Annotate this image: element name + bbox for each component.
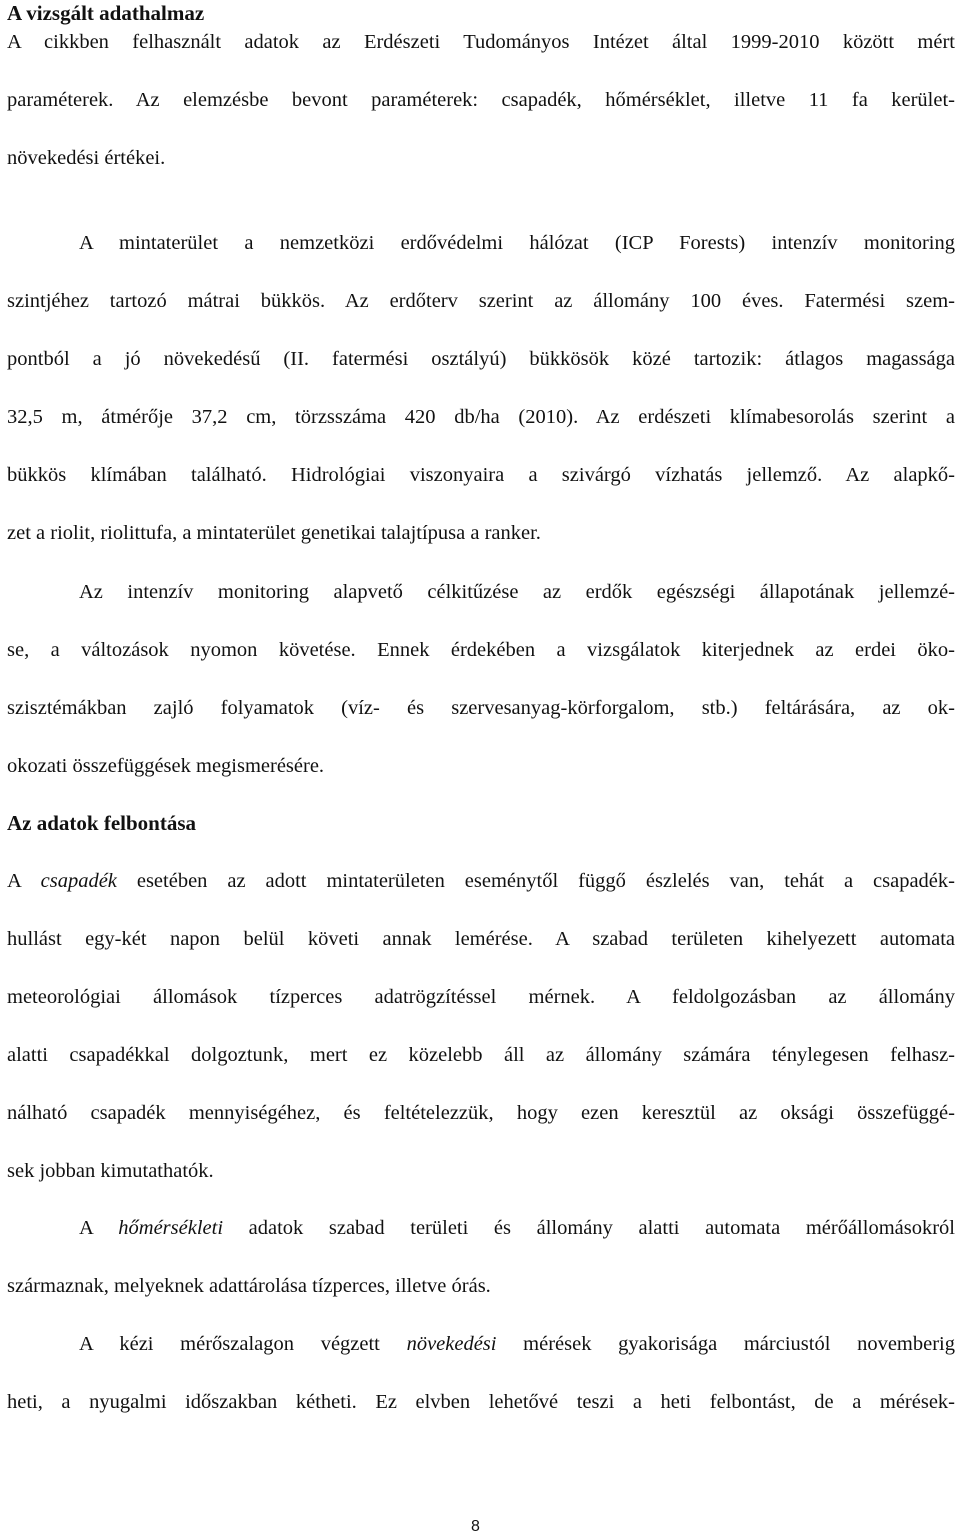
text-run: esetében az adott mintaterületen eseménytől függő észlelés van, tehát a csapadék-	[116, 870, 955, 892]
paragraph-1	[7, 13, 955, 187]
paragraph-line: 32,5 m, átmérője 37,2 cm, törzsszáma 420 db/ha (2010). Az erdészeti klímabesorolás szerint a	[7, 406, 955, 428]
paragraph-line: bükkös klímában található. Hidrológiai viszonyaira a szivárgó vízhatás jellemző. Az alapkő-	[7, 464, 955, 486]
paragraph-line: zet a riolit, riolittufa, a mintaterület genetikai talajtípusa a ranker.	[7, 522, 541, 544]
text-run: mérések gyakorisága márciustól novemberig	[496, 1333, 955, 1355]
paragraph-line: paraméterek. Az elemzésbe bevont paraméterek: csapadék, hőmérséklet, illetve 11 fa kerület-	[7, 89, 955, 111]
paragraph-line: okozati összefüggések megismerésére.	[7, 755, 325, 777]
page-number: 8	[471, 1518, 480, 1535]
paragraph-line: származnak, melyeknek adattárolása tízperces, illetve órás.	[7, 1275, 491, 1297]
emphasis-precipitation: csapadék	[40, 870, 117, 892]
paragraph-line: sek jobban kimutathatók.	[7, 1160, 214, 1182]
paragraph-line: heti, a nyugalmi időszakban kétheti. Ez elvben lehetővé teszi a heti felbontást, de a mérések-	[7, 1391, 955, 1413]
emphasis-temperature: hőmérsékleti	[118, 1217, 224, 1239]
paragraph-3	[7, 563, 955, 795]
paragraph-5	[7, 1199, 955, 1315]
paragraph-line	[7, 852, 955, 910]
paragraph-line	[7, 1199, 955, 1257]
emphasis-growth: növekedési	[406, 1333, 497, 1355]
paragraph-line: pontból a jó növekedésű (II. fatermési osztályú) bükkösök közé tartozik: átlagos magassága	[7, 348, 955, 370]
text-run: A	[79, 1217, 119, 1239]
paragraph-line: szisztémákban zajló folyamatok (víz- és szervesanyag-körforgalom, stb.) feltárására, az ok-	[7, 697, 955, 719]
paragraph-line: A cikkben felhasznált adatok az Erdészeti Tudományos Intézet által 1999-2010 között mért	[7, 31, 955, 53]
section-heading-resolution: Az adatok felbontása	[7, 811, 197, 835]
paragraph-line: hullást egy-két napon belül követi annak lemérése. A szabad területen kihelyezett automata	[7, 928, 955, 950]
text-run: adatok szabad területi és állomány alatti automata mérőállomásokról	[223, 1217, 955, 1239]
paragraph-2	[7, 214, 955, 562]
text-run: A kézi mérőszalagon végzett	[79, 1333, 407, 1355]
section-heading-dataset: A vizsgált adathalmaz	[7, 1, 205, 25]
paragraph-line: alatti csapadékkal dolgoztunk, mert ez közelebb áll az állomány számára ténylegesen felhasz-	[7, 1044, 955, 1066]
paragraph-line: nálható csapadék mennyiségéhez, és feltételezzük, hogy ezen keresztül az oksági összefüggé-	[7, 1102, 955, 1124]
paragraph-line: növekedési értékei.	[7, 147, 166, 169]
paragraph-line	[7, 1315, 955, 1373]
paragraph-line: se, a változások nyomon követése. Ennek érdekében a vizsgálatok kiterjednek az erdei öko-	[7, 639, 955, 661]
paragraph-line: meteorológiai állomások tízperces adatrögzítéssel mérnek. A feldolgozásban az állomány	[7, 986, 955, 1008]
paragraph-6	[7, 1315, 955, 1431]
paragraph-4	[7, 852, 955, 1200]
paragraph-line: szintjéhez tartozó mátrai bükkös. Az erdőterv szerint az állomány 100 éves. Fatermési szem-	[7, 290, 955, 312]
paragraph-line: Az intenzív monitoring alapvető célkitűzése az erdők egészségi állapotának jellemzé-	[79, 581, 955, 603]
text-run: A	[7, 870, 41, 892]
paragraph-line: A mintaterület a nemzetközi erdővédelmi hálózat (ICP Forests) intenzív monitoring	[79, 232, 955, 254]
